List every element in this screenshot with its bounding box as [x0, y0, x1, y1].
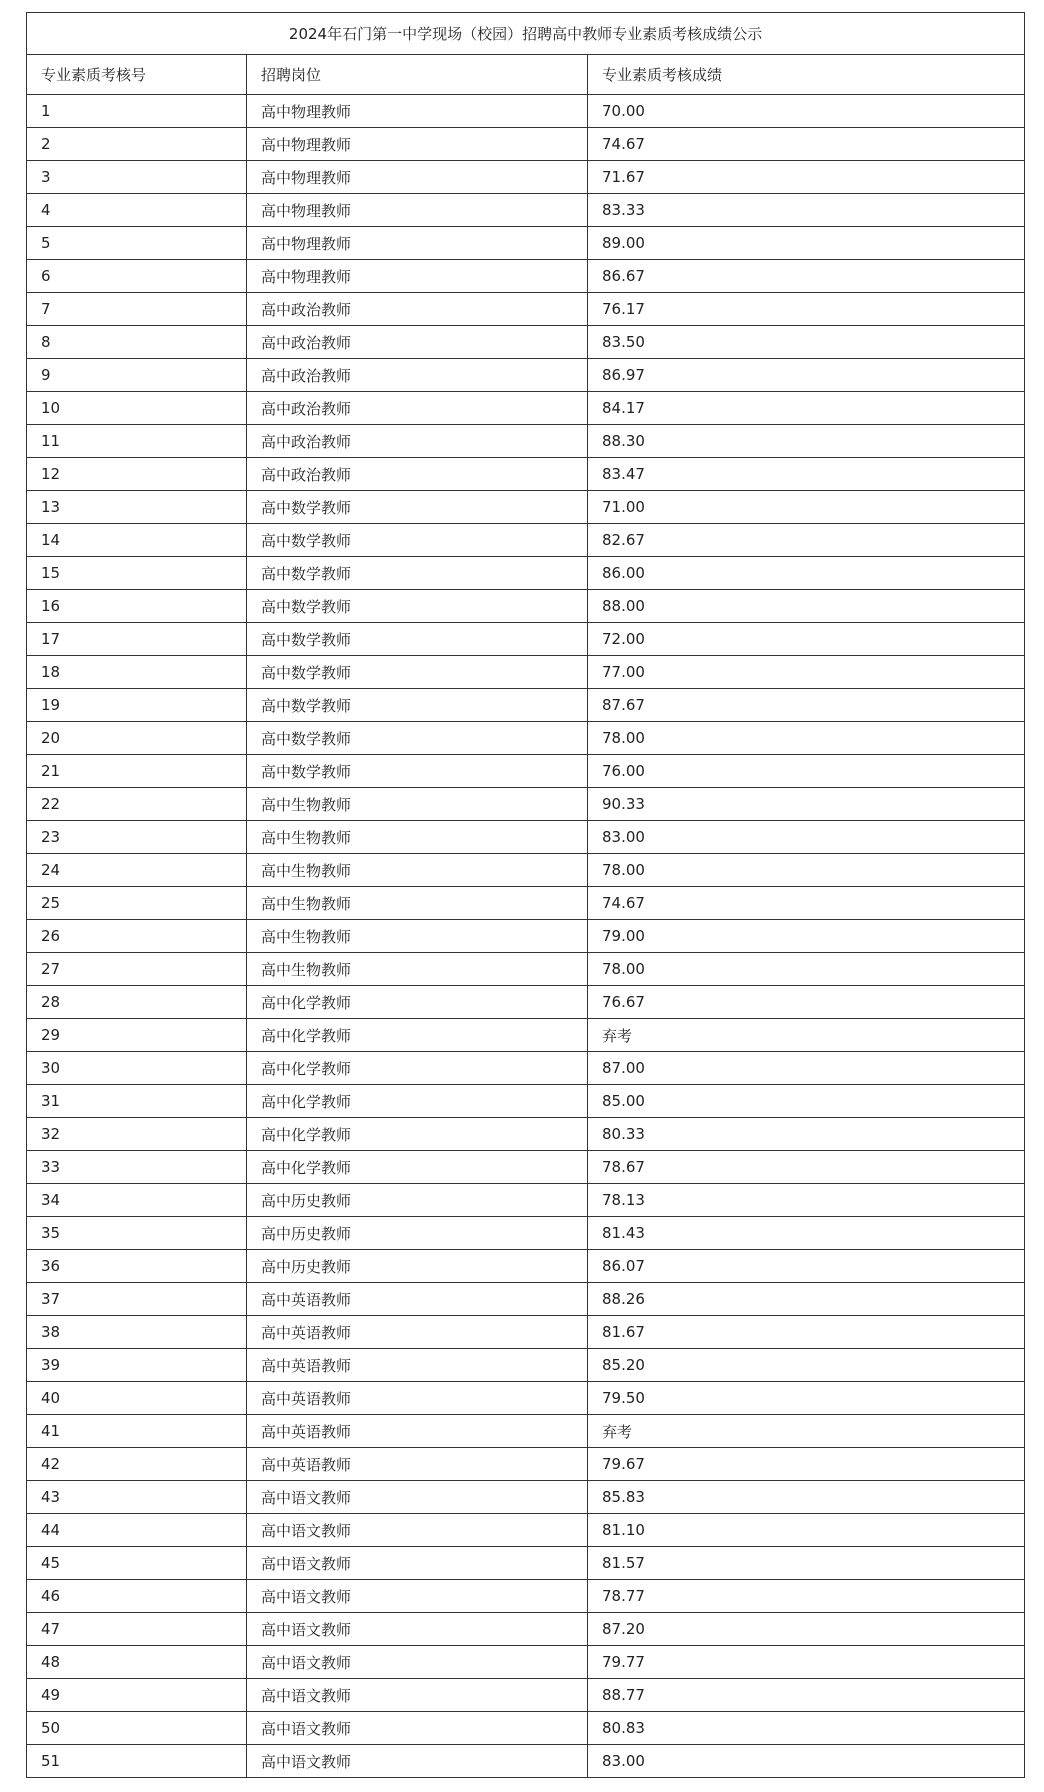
cell-score: 71.00 — [588, 491, 1025, 524]
cell-score: 76.17 — [588, 293, 1025, 326]
cell-exam-number: 3 — [27, 161, 247, 194]
cell-score: 87.20 — [588, 1613, 1025, 1646]
cell-position: 高中语文教师 — [247, 1745, 588, 1778]
cell-position: 高中语文教师 — [247, 1613, 588, 1646]
table-row — [27, 1547, 1025, 1580]
table-row — [27, 755, 1025, 788]
cell-exam-number: 7 — [27, 293, 247, 326]
cell-exam-number: 15 — [27, 557, 247, 590]
table-row — [27, 1382, 1025, 1415]
cell-score: 78.67 — [588, 1151, 1025, 1184]
table-row — [27, 1184, 1025, 1217]
table-row — [27, 1646, 1025, 1679]
cell-exam-number: 17 — [27, 623, 247, 656]
cell-exam-number: 13 — [27, 491, 247, 524]
cell-score: 86.97 — [588, 359, 1025, 392]
cell-exam-number: 31 — [27, 1085, 247, 1118]
cell-exam-number: 47 — [27, 1613, 247, 1646]
table-row — [27, 1250, 1025, 1283]
cell-position: 高中生物教师 — [247, 887, 588, 920]
cell-exam-number: 50 — [27, 1712, 247, 1745]
table-row — [27, 128, 1025, 161]
table-row — [27, 656, 1025, 689]
cell-exam-number: 35 — [27, 1217, 247, 1250]
table-row — [27, 1151, 1025, 1184]
cell-score: 87.67 — [588, 689, 1025, 722]
cell-exam-number: 28 — [27, 986, 247, 1019]
cell-position: 高中数学教师 — [247, 722, 588, 755]
table-row — [27, 1514, 1025, 1547]
table-row — [27, 623, 1025, 656]
cell-exam-number: 22 — [27, 788, 247, 821]
table-row — [27, 524, 1025, 557]
cell-score: 88.30 — [588, 425, 1025, 458]
cell-position: 高中英语教师 — [247, 1448, 588, 1481]
table-row — [27, 1580, 1025, 1613]
cell-score: 88.77 — [588, 1679, 1025, 1712]
cell-score: 83.50 — [588, 326, 1025, 359]
cell-score: 74.67 — [588, 128, 1025, 161]
cell-exam-number: 20 — [27, 722, 247, 755]
table-row — [27, 986, 1025, 1019]
cell-position: 高中语文教师 — [247, 1712, 588, 1745]
cell-position: 高中政治教师 — [247, 359, 588, 392]
table-row — [27, 1217, 1025, 1250]
cell-exam-number: 5 — [27, 227, 247, 260]
table-row — [27, 392, 1025, 425]
cell-position: 高中语文教师 — [247, 1679, 588, 1712]
table-row — [27, 689, 1025, 722]
cell-score: 74.67 — [588, 887, 1025, 920]
cell-exam-number: 34 — [27, 1184, 247, 1217]
table-row — [27, 1349, 1025, 1382]
table-row — [27, 359, 1025, 392]
column-header-exam-number: 专业素质考核号 — [27, 55, 247, 95]
table-row — [27, 1712, 1025, 1745]
table-row — [27, 722, 1025, 755]
cell-position: 高中政治教师 — [247, 326, 588, 359]
cell-position: 高中语文教师 — [247, 1547, 588, 1580]
table-row — [27, 1085, 1025, 1118]
cell-score: 82.67 — [588, 524, 1025, 557]
cell-position: 高中化学教师 — [247, 1118, 588, 1151]
table-row — [27, 953, 1025, 986]
cell-score: 弃考 — [588, 1415, 1025, 1448]
cell-position: 高中数学教师 — [247, 590, 588, 623]
cell-exam-number: 33 — [27, 1151, 247, 1184]
cell-exam-number: 40 — [27, 1382, 247, 1415]
cell-score: 弃考 — [588, 1019, 1025, 1052]
cell-score: 81.67 — [588, 1316, 1025, 1349]
cell-score: 86.07 — [588, 1250, 1025, 1283]
table-row — [27, 491, 1025, 524]
table-row — [27, 1316, 1025, 1349]
cell-score: 85.83 — [588, 1481, 1025, 1514]
cell-score: 81.10 — [588, 1514, 1025, 1547]
cell-exam-number: 24 — [27, 854, 247, 887]
table-row — [27, 557, 1025, 590]
cell-score: 79.00 — [588, 920, 1025, 953]
cell-position: 高中物理教师 — [247, 260, 588, 293]
cell-position: 高中化学教师 — [247, 1019, 588, 1052]
table-title: 2024年石门第一中学现场（校园）招聘高中教师专业素质考核成绩公示 — [27, 13, 1025, 55]
cell-exam-number: 29 — [27, 1019, 247, 1052]
cell-exam-number: 6 — [27, 260, 247, 293]
cell-position: 高中语文教师 — [247, 1580, 588, 1613]
table-row — [27, 1679, 1025, 1712]
cell-score: 77.00 — [588, 656, 1025, 689]
cell-exam-number: 45 — [27, 1547, 247, 1580]
cell-score: 90.33 — [588, 788, 1025, 821]
cell-position: 高中数学教师 — [247, 557, 588, 590]
table-row — [27, 1415, 1025, 1448]
cell-exam-number: 26 — [27, 920, 247, 953]
cell-exam-number: 21 — [27, 755, 247, 788]
table-row — [27, 854, 1025, 887]
cell-exam-number: 8 — [27, 326, 247, 359]
cell-position: 高中物理教师 — [247, 128, 588, 161]
cell-position: 高中历史教师 — [247, 1250, 588, 1283]
cell-score: 83.33 — [588, 194, 1025, 227]
table-row — [27, 1613, 1025, 1646]
cell-position: 高中政治教师 — [247, 425, 588, 458]
cell-position: 高中生物教师 — [247, 953, 588, 986]
cell-score: 81.43 — [588, 1217, 1025, 1250]
cell-position: 高中数学教师 — [247, 755, 588, 788]
cell-position: 高中历史教师 — [247, 1217, 588, 1250]
cell-exam-number: 2 — [27, 128, 247, 161]
cell-position: 高中物理教师 — [247, 95, 588, 128]
score-table — [26, 12, 1025, 1778]
cell-exam-number: 48 — [27, 1646, 247, 1679]
table-row — [27, 194, 1025, 227]
table-row — [27, 95, 1025, 128]
table-row — [27, 788, 1025, 821]
cell-exam-number: 27 — [27, 953, 247, 986]
cell-exam-number: 37 — [27, 1283, 247, 1316]
cell-exam-number: 12 — [27, 458, 247, 491]
cell-score: 81.57 — [588, 1547, 1025, 1580]
cell-exam-number: 25 — [27, 887, 247, 920]
cell-position: 高中物理教师 — [247, 161, 588, 194]
cell-position: 高中历史教师 — [247, 1184, 588, 1217]
table-row — [27, 293, 1025, 326]
cell-exam-number: 14 — [27, 524, 247, 557]
cell-exam-number: 19 — [27, 689, 247, 722]
cell-score: 88.00 — [588, 590, 1025, 623]
cell-score: 86.67 — [588, 260, 1025, 293]
score-document — [26, 12, 1024, 1778]
cell-exam-number: 23 — [27, 821, 247, 854]
table-row — [27, 260, 1025, 293]
cell-score: 78.13 — [588, 1184, 1025, 1217]
cell-score: 79.77 — [588, 1646, 1025, 1679]
cell-exam-number: 43 — [27, 1481, 247, 1514]
table-row — [27, 458, 1025, 491]
cell-position: 高中语文教师 — [247, 1646, 588, 1679]
cell-score: 88.26 — [588, 1283, 1025, 1316]
cell-position: 高中语文教师 — [247, 1514, 588, 1547]
cell-exam-number: 10 — [27, 392, 247, 425]
cell-position: 高中数学教师 — [247, 656, 588, 689]
cell-position: 高中化学教师 — [247, 1151, 588, 1184]
table-row — [27, 821, 1025, 854]
table-row — [27, 1481, 1025, 1514]
table-row — [27, 161, 1025, 194]
cell-score: 83.47 — [588, 458, 1025, 491]
cell-score: 79.50 — [588, 1382, 1025, 1415]
cell-score: 76.67 — [588, 986, 1025, 1019]
cell-position: 高中化学教师 — [247, 1085, 588, 1118]
cell-position: 高中政治教师 — [247, 392, 588, 425]
table-row — [27, 425, 1025, 458]
cell-position: 高中语文教师 — [247, 1481, 588, 1514]
table-row — [27, 1448, 1025, 1481]
cell-position: 高中化学教师 — [247, 986, 588, 1019]
cell-exam-number: 41 — [27, 1415, 247, 1448]
table-row — [27, 1118, 1025, 1151]
cell-score: 78.00 — [588, 953, 1025, 986]
cell-score: 72.00 — [588, 623, 1025, 656]
column-header-position: 招聘岗位 — [247, 55, 588, 95]
cell-score: 78.77 — [588, 1580, 1025, 1613]
table-row — [27, 920, 1025, 953]
table-row — [27, 1019, 1025, 1052]
cell-score: 70.00 — [588, 95, 1025, 128]
cell-exam-number: 32 — [27, 1118, 247, 1151]
cell-score: 84.17 — [588, 392, 1025, 425]
cell-score: 80.33 — [588, 1118, 1025, 1151]
cell-exam-number: 44 — [27, 1514, 247, 1547]
cell-position: 高中数学教师 — [247, 491, 588, 524]
cell-position: 高中生物教师 — [247, 788, 588, 821]
cell-score: 85.00 — [588, 1085, 1025, 1118]
cell-score: 79.67 — [588, 1448, 1025, 1481]
cell-score: 83.00 — [588, 821, 1025, 854]
cell-position: 高中数学教师 — [247, 623, 588, 656]
cell-position: 高中英语教师 — [247, 1382, 588, 1415]
cell-position: 高中英语教师 — [247, 1316, 588, 1349]
cell-position: 高中政治教师 — [247, 293, 588, 326]
cell-exam-number: 4 — [27, 194, 247, 227]
table-row — [27, 887, 1025, 920]
cell-score: 78.00 — [588, 722, 1025, 755]
header-row — [27, 55, 1025, 95]
cell-exam-number: 16 — [27, 590, 247, 623]
cell-exam-number: 36 — [27, 1250, 247, 1283]
cell-position: 高中英语教师 — [247, 1283, 588, 1316]
cell-score: 86.00 — [588, 557, 1025, 590]
cell-score: 71.67 — [588, 161, 1025, 194]
cell-exam-number: 46 — [27, 1580, 247, 1613]
column-header-score: 专业素质考核成绩 — [588, 55, 1025, 95]
table-row — [27, 326, 1025, 359]
cell-position: 高中数学教师 — [247, 689, 588, 722]
cell-position: 高中英语教师 — [247, 1349, 588, 1382]
cell-score: 80.83 — [588, 1712, 1025, 1745]
cell-position: 高中物理教师 — [247, 227, 588, 260]
cell-position: 高中生物教师 — [247, 920, 588, 953]
table-row — [27, 227, 1025, 260]
cell-score: 83.00 — [588, 1745, 1025, 1778]
cell-position: 高中生物教师 — [247, 854, 588, 887]
cell-position: 高中化学教师 — [247, 1052, 588, 1085]
cell-score: 85.20 — [588, 1349, 1025, 1382]
table-row — [27, 590, 1025, 623]
cell-position: 高中物理教师 — [247, 194, 588, 227]
cell-score: 76.00 — [588, 755, 1025, 788]
cell-exam-number: 11 — [27, 425, 247, 458]
cell-position: 高中英语教师 — [247, 1415, 588, 1448]
cell-exam-number: 51 — [27, 1745, 247, 1778]
cell-exam-number: 9 — [27, 359, 247, 392]
cell-position: 高中生物教师 — [247, 821, 588, 854]
cell-score: 87.00 — [588, 1052, 1025, 1085]
table-row — [27, 1745, 1025, 1778]
cell-exam-number: 1 — [27, 95, 247, 128]
title-row — [27, 13, 1025, 55]
cell-position: 高中数学教师 — [247, 524, 588, 557]
cell-exam-number: 39 — [27, 1349, 247, 1382]
cell-exam-number: 38 — [27, 1316, 247, 1349]
cell-exam-number: 18 — [27, 656, 247, 689]
cell-position: 高中政治教师 — [247, 458, 588, 491]
table-row — [27, 1052, 1025, 1085]
table-row — [27, 1283, 1025, 1316]
cell-score: 78.00 — [588, 854, 1025, 887]
score-table-body — [27, 95, 1025, 1778]
cell-exam-number: 30 — [27, 1052, 247, 1085]
cell-exam-number: 49 — [27, 1679, 247, 1712]
cell-exam-number: 42 — [27, 1448, 247, 1481]
cell-score: 89.00 — [588, 227, 1025, 260]
